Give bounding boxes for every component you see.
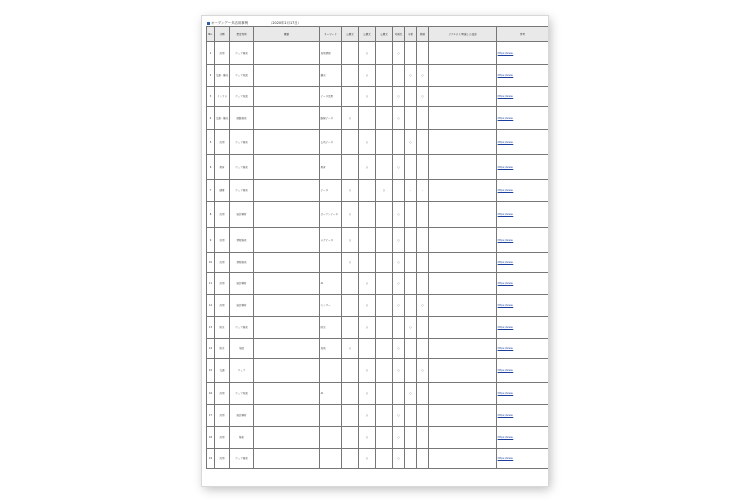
table-cell: 12 (207, 295, 215, 317)
table-cell (342, 383, 359, 405)
table-cell (405, 155, 417, 180)
table-cell (417, 383, 429, 405)
column-header: 公開元 (342, 27, 359, 42)
table-cell (342, 42, 359, 65)
table-cell: 19 (207, 449, 215, 469)
table-cell (405, 405, 417, 427)
table-cell (429, 273, 497, 295)
table-cell: ○ (393, 339, 405, 359)
table-cell: ○ (393, 449, 405, 469)
table-cell: ○ (342, 107, 359, 130)
table-cell: ウェブ地図 (230, 65, 254, 87)
table-cell (342, 449, 359, 469)
table-cell: 汎用 (215, 130, 230, 155)
table-cell (393, 130, 405, 155)
table-cell: - (417, 180, 429, 202)
table-header-row (207, 27, 549, 42)
table-cell: ○ (359, 42, 376, 65)
table-cell (254, 180, 320, 202)
table-cell (393, 65, 405, 87)
table-cell (405, 87, 417, 107)
table-cell: AI (320, 273, 342, 295)
table-cell (429, 383, 497, 405)
table-cell: 汎用 (215, 228, 230, 253)
table-cell: 5 (207, 130, 215, 155)
table-cell: 交通・観光 (215, 65, 230, 87)
column-header: 概要 (254, 27, 320, 42)
table-cell (376, 427, 393, 449)
column-header: リクエスト/実施した技術 (429, 27, 497, 42)
table-cell (429, 65, 497, 87)
table-cell: ○ (393, 359, 405, 383)
table-cell: ○ (405, 383, 417, 405)
table-cell (376, 339, 393, 359)
table-cell: ○ (359, 130, 376, 155)
table-cell: 観光 (320, 65, 342, 87)
table-cell (359, 339, 376, 359)
table-cell: ○ (359, 405, 376, 427)
table-row (207, 87, 549, 107)
bullet-icon (207, 22, 210, 25)
table-cell: ウェブ検索 (230, 449, 254, 469)
table-cell: ウェブ (230, 359, 254, 383)
table-cell: 17 (207, 405, 215, 427)
table-cell (405, 295, 417, 317)
table-cell (417, 253, 429, 273)
table-row (207, 228, 549, 253)
table-cell: 汎用 (215, 202, 230, 228)
table-cell (254, 339, 320, 359)
table-cell (429, 427, 497, 449)
table-cell: 汎用 (215, 405, 230, 427)
table-cell: 交通 (215, 359, 230, 383)
column-header: 開発 (417, 27, 429, 42)
column-header: 分類 (215, 27, 230, 42)
reference-link[interactable]: https://www. (497, 427, 549, 449)
table-cell: ○ (359, 427, 376, 449)
reference-link[interactable]: https://www. (497, 228, 549, 253)
reference-link[interactable]: https://www. (497, 87, 549, 107)
table-cell: 統計解析 (230, 273, 254, 295)
table-row (207, 253, 549, 273)
table-cell (393, 317, 405, 339)
table-cell (376, 107, 393, 130)
table-cell (359, 202, 376, 228)
table-cell: 汎用 (215, 449, 230, 469)
table-cell (429, 228, 497, 253)
table-cell (429, 202, 497, 228)
table-cell (417, 405, 429, 427)
table-row (207, 383, 549, 405)
table-cell: ○ (417, 295, 429, 317)
table-cell (405, 42, 417, 65)
table-cell (359, 107, 376, 130)
table-cell (417, 130, 429, 155)
table-row (207, 202, 549, 228)
table-cell (254, 449, 320, 469)
table-cell (320, 253, 342, 273)
table-cell: ウェブ検索 (230, 180, 254, 202)
table-cell (376, 130, 393, 155)
table-cell (342, 295, 359, 317)
table-cell: ○ (417, 65, 429, 87)
table-cell (393, 383, 405, 405)
table-cell (376, 65, 393, 87)
column-header: 想定利用 (230, 27, 254, 42)
table-cell (417, 42, 429, 65)
table-cell: ○ (405, 317, 417, 339)
table-cell (254, 317, 320, 339)
table-cell: 汎用 (215, 295, 230, 317)
table-cell (417, 202, 429, 228)
table-cell: ○ (393, 155, 405, 180)
table-cell: 11 (207, 273, 215, 295)
table-cell: 3 (207, 87, 215, 107)
table-cell: 汎用 (215, 273, 230, 295)
table-row (207, 317, 549, 339)
table-cell (405, 427, 417, 449)
table-cell: ウェブ検索 (230, 317, 254, 339)
table-cell (417, 107, 429, 130)
table-cell: 8 (207, 202, 215, 228)
table-cell: ○ (393, 202, 405, 228)
table-cell (376, 155, 393, 180)
table-cell (342, 317, 359, 339)
column-header: 可視化 (393, 27, 405, 42)
table-cell: 経路検索 (230, 107, 254, 130)
table-cell: オープンデータ (320, 202, 342, 228)
table-cell (254, 273, 320, 295)
table-cell (254, 383, 320, 405)
table-cell: 汎用 (215, 42, 230, 65)
table-cell (254, 155, 320, 180)
table-cell: ○ (359, 155, 376, 180)
table-cell: 7 (207, 180, 215, 202)
table-cell: 汎用 (215, 253, 230, 273)
table-cell: 公共データ (320, 130, 342, 155)
table-row (207, 449, 549, 469)
table-cell (254, 42, 320, 65)
reference-link[interactable]: https://www. (497, 107, 549, 130)
reference-link[interactable]: https://www. (497, 42, 549, 65)
table-cell (320, 449, 342, 469)
table-cell: ○ (393, 87, 405, 107)
table-row (207, 130, 549, 155)
reference-link[interactable]: https://www. (497, 130, 549, 155)
table-cell: ○ (393, 405, 405, 427)
table-cell: ○ (359, 359, 376, 383)
table-cell: 地図 (230, 339, 254, 359)
table-cell (376, 317, 393, 339)
table-cell: センサー (320, 295, 342, 317)
document-subtitle: （2020年2月17日） (269, 21, 302, 25)
table-cell (417, 273, 429, 295)
table-cell: ウェブ検索 (230, 155, 254, 180)
table-cell: データ活用 (320, 87, 342, 107)
table-cell: ウェブ地図 (230, 383, 254, 405)
table-cell: 交通・観光 (215, 107, 230, 130)
table-cell: - (405, 180, 417, 202)
table-row (207, 339, 549, 359)
table-cell: ログデータ (320, 228, 342, 253)
table-cell (359, 180, 376, 202)
table-cell (405, 253, 417, 273)
table-cell (320, 427, 342, 449)
table-cell: ○ (417, 359, 429, 383)
table-cell: ○ (393, 427, 405, 449)
table-cell: 統計解析 (230, 295, 254, 317)
table-cell (429, 295, 497, 317)
table-cell (254, 228, 320, 253)
table-cell: 汎用 (215, 427, 230, 449)
table-cell: 教育 (215, 155, 230, 180)
table-cell (429, 42, 497, 65)
table-cell (376, 295, 393, 317)
table-cell: 汎用 (215, 383, 230, 405)
table-cell: 14 (207, 339, 215, 359)
table-cell (376, 449, 393, 469)
table-cell: 9 (207, 228, 215, 253)
table-cell (417, 317, 429, 339)
table-cell: ○ (359, 383, 376, 405)
reference-link[interactable]: https://www. (497, 155, 549, 180)
reference-link[interactable]: https://www. (497, 383, 549, 405)
table-cell: 情報検索 (230, 228, 254, 253)
column-header: 公開元 (359, 27, 376, 42)
table-cell (254, 107, 320, 130)
table-cell: 地域情報 (320, 42, 342, 65)
table-cell: ○ (417, 87, 429, 107)
table-cell (417, 427, 429, 449)
table-cell: ○ (393, 42, 405, 65)
table-cell (254, 253, 320, 273)
reference-link[interactable]: https://www. (497, 317, 549, 339)
table-cell: ○ (393, 273, 405, 295)
table-cell: 6 (207, 155, 215, 180)
table-cell: データ (320, 180, 342, 202)
table-row (207, 273, 549, 295)
table-cell: ○ (393, 228, 405, 253)
table-cell (342, 273, 359, 295)
table-cell: 路線データ (320, 107, 342, 130)
table-cell: ○ (405, 130, 417, 155)
table-cell (254, 202, 320, 228)
table-cell: AI (320, 383, 342, 405)
table-row (207, 155, 549, 180)
table-cell: ○ (359, 65, 376, 87)
table-cell (254, 87, 320, 107)
table-cell: 10 (207, 253, 215, 273)
reference-link[interactable]: https://www. (497, 405, 549, 427)
table-cell (376, 273, 393, 295)
table-cell (429, 405, 497, 427)
table-cell: 健康 (215, 180, 230, 202)
table-cell: 16 (207, 383, 215, 405)
table-cell (429, 317, 497, 339)
table-cell: ○ (342, 202, 359, 228)
table-cell (429, 87, 497, 107)
reference-link[interactable]: https://www. (497, 339, 549, 359)
table-cell: 教育 (320, 155, 342, 180)
table-cell: 検索 (230, 427, 254, 449)
table-cell (254, 359, 320, 383)
table-cell: ○ (342, 180, 359, 202)
table-cell (376, 228, 393, 253)
table-cell: ○ (359, 317, 376, 339)
reference-link[interactable]: https://www. (497, 295, 549, 317)
table-cell: インフラ (215, 87, 230, 107)
table-cell (417, 339, 429, 359)
table-cell: ○ (393, 295, 405, 317)
table-cell (342, 130, 359, 155)
table-cell: 統計解析 (230, 405, 254, 427)
table-row (207, 42, 549, 65)
table-row (207, 180, 549, 202)
table-cell: ○ (359, 449, 376, 469)
table-cell (429, 359, 497, 383)
table-cell (429, 155, 497, 180)
table-cell: ○ (359, 87, 376, 107)
table-cell (417, 449, 429, 469)
table-cell: 地域 (320, 339, 342, 359)
table-cell: 18 (207, 427, 215, 449)
table-cell (405, 339, 417, 359)
table-cell (359, 253, 376, 273)
table-cell: ウェブ検索 (230, 130, 254, 155)
table-cell: ウェブ地図 (230, 87, 254, 107)
table-cell (254, 130, 320, 155)
table-cell (393, 180, 405, 202)
table-cell: ○ (393, 253, 405, 273)
reference-link[interactable]: https://www. (497, 359, 549, 383)
table-cell: ○ (342, 253, 359, 273)
table-cell (254, 405, 320, 427)
table-cell: 1 (207, 42, 215, 65)
column-header: 公開元 (376, 27, 393, 42)
reference-link[interactable]: https://www. (497, 180, 549, 202)
table-cell: 13 (207, 317, 215, 339)
table-cell (376, 202, 393, 228)
reference-link[interactable]: https://www. (497, 253, 549, 273)
table-cell: ○ (342, 228, 359, 253)
column-header: 参考 (497, 27, 549, 42)
table-cell: 15 (207, 359, 215, 383)
reference-link[interactable]: https://www. (497, 273, 549, 295)
table-row (207, 107, 549, 130)
table-cell (405, 273, 417, 295)
table-cell (405, 228, 417, 253)
table-cell (429, 180, 497, 202)
table-cell: ○ (342, 339, 359, 359)
table-cell: ○ (405, 65, 417, 87)
table-cell: ウェブ検索 (230, 42, 254, 65)
table-cell (254, 65, 320, 87)
table-cell (429, 253, 497, 273)
table-cell: ○ (376, 180, 393, 202)
document-title: オープンデータ活用事例 （2020年2月17日） (207, 20, 248, 25)
column-header: キーワード (320, 27, 342, 42)
table-cell (376, 383, 393, 405)
table-cell (342, 87, 359, 107)
table-cell (359, 228, 376, 253)
table-cell (376, 405, 393, 427)
reference-link[interactable]: https://www. (497, 449, 549, 469)
table-cell (342, 155, 359, 180)
table-cell (320, 359, 342, 383)
table-cell: 2 (207, 65, 215, 87)
table-cell (342, 65, 359, 87)
table-cell: 防災 (320, 317, 342, 339)
table-cell (342, 359, 359, 383)
table-cell (342, 405, 359, 427)
table-cell: 防災 (215, 339, 230, 359)
table-cell (376, 359, 393, 383)
table-cell: ○ (359, 273, 376, 295)
reference-link[interactable]: https://www. (497, 202, 549, 228)
table-cell (405, 202, 417, 228)
table-cell (417, 155, 429, 180)
table-cell (376, 253, 393, 273)
table-cell (254, 427, 320, 449)
table-cell (417, 228, 429, 253)
document-page (202, 16, 548, 486)
table-cell: 情報検索 (230, 253, 254, 273)
table-cell: ○ (393, 107, 405, 130)
table-cell (405, 107, 417, 130)
case-table (206, 26, 548, 469)
table-row (207, 65, 549, 87)
table-cell: ○ (359, 295, 376, 317)
column-header: 分析 (405, 27, 417, 42)
table-body (207, 42, 549, 469)
table-cell (342, 427, 359, 449)
column-header: No. (207, 27, 215, 42)
table-cell (405, 449, 417, 469)
table-cell (429, 339, 497, 359)
table-cell: 防災 (215, 317, 230, 339)
table-cell (254, 295, 320, 317)
table-cell (429, 130, 497, 155)
table-cell (376, 42, 393, 65)
table-row (207, 427, 549, 449)
table-cell (429, 449, 497, 469)
table-cell: 統計解析 (230, 202, 254, 228)
table-cell (429, 107, 497, 130)
table-row (207, 405, 549, 427)
reference-link[interactable]: https://www. (497, 65, 549, 87)
table-cell (405, 359, 417, 383)
table-cell: 4 (207, 107, 215, 130)
table-row (207, 359, 549, 383)
table-row (207, 295, 549, 317)
table-cell (376, 87, 393, 107)
table-cell (320, 405, 342, 427)
